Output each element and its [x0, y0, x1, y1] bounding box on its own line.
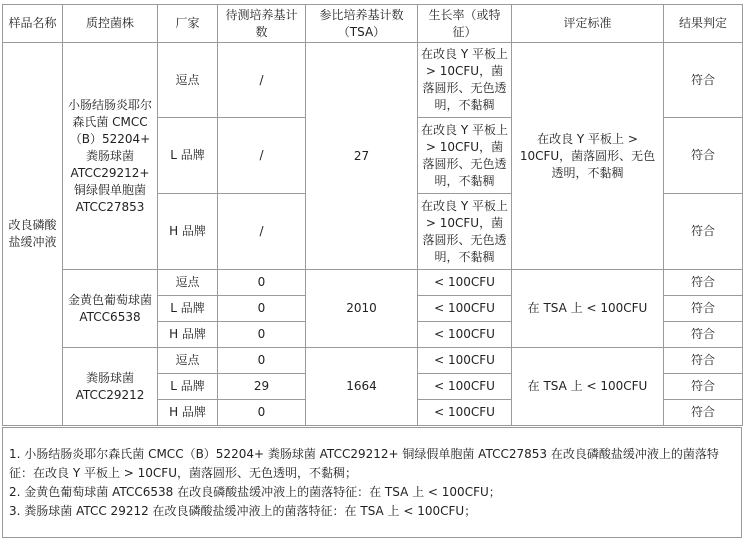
test-count-cell: /: [218, 43, 306, 118]
maker-cell: 逗点: [158, 270, 218, 296]
strain-cell: 金黄色葡萄球菌 ATCC6538: [63, 270, 158, 348]
result-cell: 符合: [664, 43, 743, 118]
growth-cell: < 100CFU: [418, 296, 512, 322]
table-row: [3, 43, 743, 118]
criterion-cell: 在改良 Y 平板上 > 10CFU，菌落圆形、无色透明，不黏稠: [512, 43, 664, 270]
result-cell: 符合: [664, 400, 743, 426]
header-row: [3, 5, 743, 43]
table-row: [3, 348, 743, 374]
result-cell: 符合: [664, 348, 743, 374]
maker-cell: 逗点: [158, 43, 218, 118]
reference-count-cell: 27: [306, 43, 418, 270]
maker-cell: 逗点: [158, 348, 218, 374]
header-maker: 厂家: [158, 5, 218, 43]
maker-cell: H 品牌: [158, 194, 218, 270]
results-table: [2, 4, 743, 426]
reference-count-cell: 2010: [306, 270, 418, 348]
sample-name-cell: 改良磷酸盐缓冲液: [3, 43, 63, 426]
result-cell: 符合: [664, 118, 743, 194]
header-test-count: 待测培养基计数: [218, 5, 306, 43]
maker-cell: L 品牌: [158, 296, 218, 322]
note-line: 3. 粪肠球菌 ATCC 29212 在改良磷酸盐缓冲液上的菌落特征：在 TSA 上 < 100CFU；: [9, 504, 477, 518]
maker-cell: H 品牌: [158, 400, 218, 426]
test-count-cell: 0: [218, 322, 306, 348]
strain-cell: 粪肠球菌 ATCC29212: [63, 348, 158, 426]
growth-cell: < 100CFU: [418, 374, 512, 400]
growth-cell: < 100CFU: [418, 348, 512, 374]
strain-cell: 小肠结肠炎耶尔森氏菌 CMCC（B）52204+ 粪肠球菌 ATCC29212+ 铜绿假单胞菌 ATCC27853: [63, 43, 158, 270]
test-count-cell: 0: [218, 296, 306, 322]
table-row: [3, 270, 743, 296]
maker-cell: L 品牌: [158, 374, 218, 400]
test-count-cell: 0: [218, 270, 306, 296]
maker-cell: H 品牌: [158, 322, 218, 348]
growth-cell: < 100CFU: [418, 322, 512, 348]
notes-box: [2, 427, 742, 538]
result-cell: 符合: [664, 296, 743, 322]
header-result: 结果判定: [664, 5, 743, 43]
criterion-cell: 在 TSA 上 < 100CFU: [512, 270, 664, 348]
test-count-cell: /: [218, 194, 306, 270]
criterion-cell: 在 TSA 上 < 100CFU: [512, 348, 664, 426]
result-cell: 符合: [664, 322, 743, 348]
note-line: 2. 金黄色葡萄球菌 ATCC6538 在改良磷酸盐缓冲液上的菌落特征：在 TSA 上 < 100CFU；: [9, 485, 501, 499]
header-criterion: 评定标准: [512, 5, 664, 43]
header-reference-count: 参比培养基计数（TSA）: [306, 5, 418, 43]
header-growth: 生长率（或特征）: [418, 5, 512, 43]
growth-cell: < 100CFU: [418, 270, 512, 296]
growth-cell: 在改良 Y 平板上 > 10CFU，菌落圆形、无色透明，不黏稠: [418, 194, 512, 270]
maker-cell: L 品牌: [158, 118, 218, 194]
header-sample-name: 样品名称: [3, 5, 63, 43]
growth-cell: < 100CFU: [418, 400, 512, 426]
result-cell: 符合: [664, 270, 743, 296]
result-cell: 符合: [664, 374, 743, 400]
test-count-cell: 29: [218, 374, 306, 400]
result-cell: 符合: [664, 194, 743, 270]
growth-cell: 在改良 Y 平板上 > 10CFU，菌落圆形、无色透明，不黏稠: [418, 118, 512, 194]
header-strain: 质控菌株: [63, 5, 158, 43]
reference-count-cell: 1664: [306, 348, 418, 426]
note-line: 1. 小肠结肠炎耶尔森氏菌 CMCC（B）52204+ 粪肠球菌 ATCC29212+ 铜绿假单胞菌 ATCC27853 在改良磷酸盐缓冲液上的菌落特征：在改良 Y 平板上 > 10CFU，菌落圆形、无色透明，不黏稠；: [9, 447, 719, 480]
growth-cell: 在改良 Y 平板上 > 10CFU，菌落圆形、无色透明，不黏稠: [418, 43, 512, 118]
test-count-cell: 0: [218, 348, 306, 374]
test-count-cell: /: [218, 118, 306, 194]
test-count-cell: 0: [218, 400, 306, 426]
